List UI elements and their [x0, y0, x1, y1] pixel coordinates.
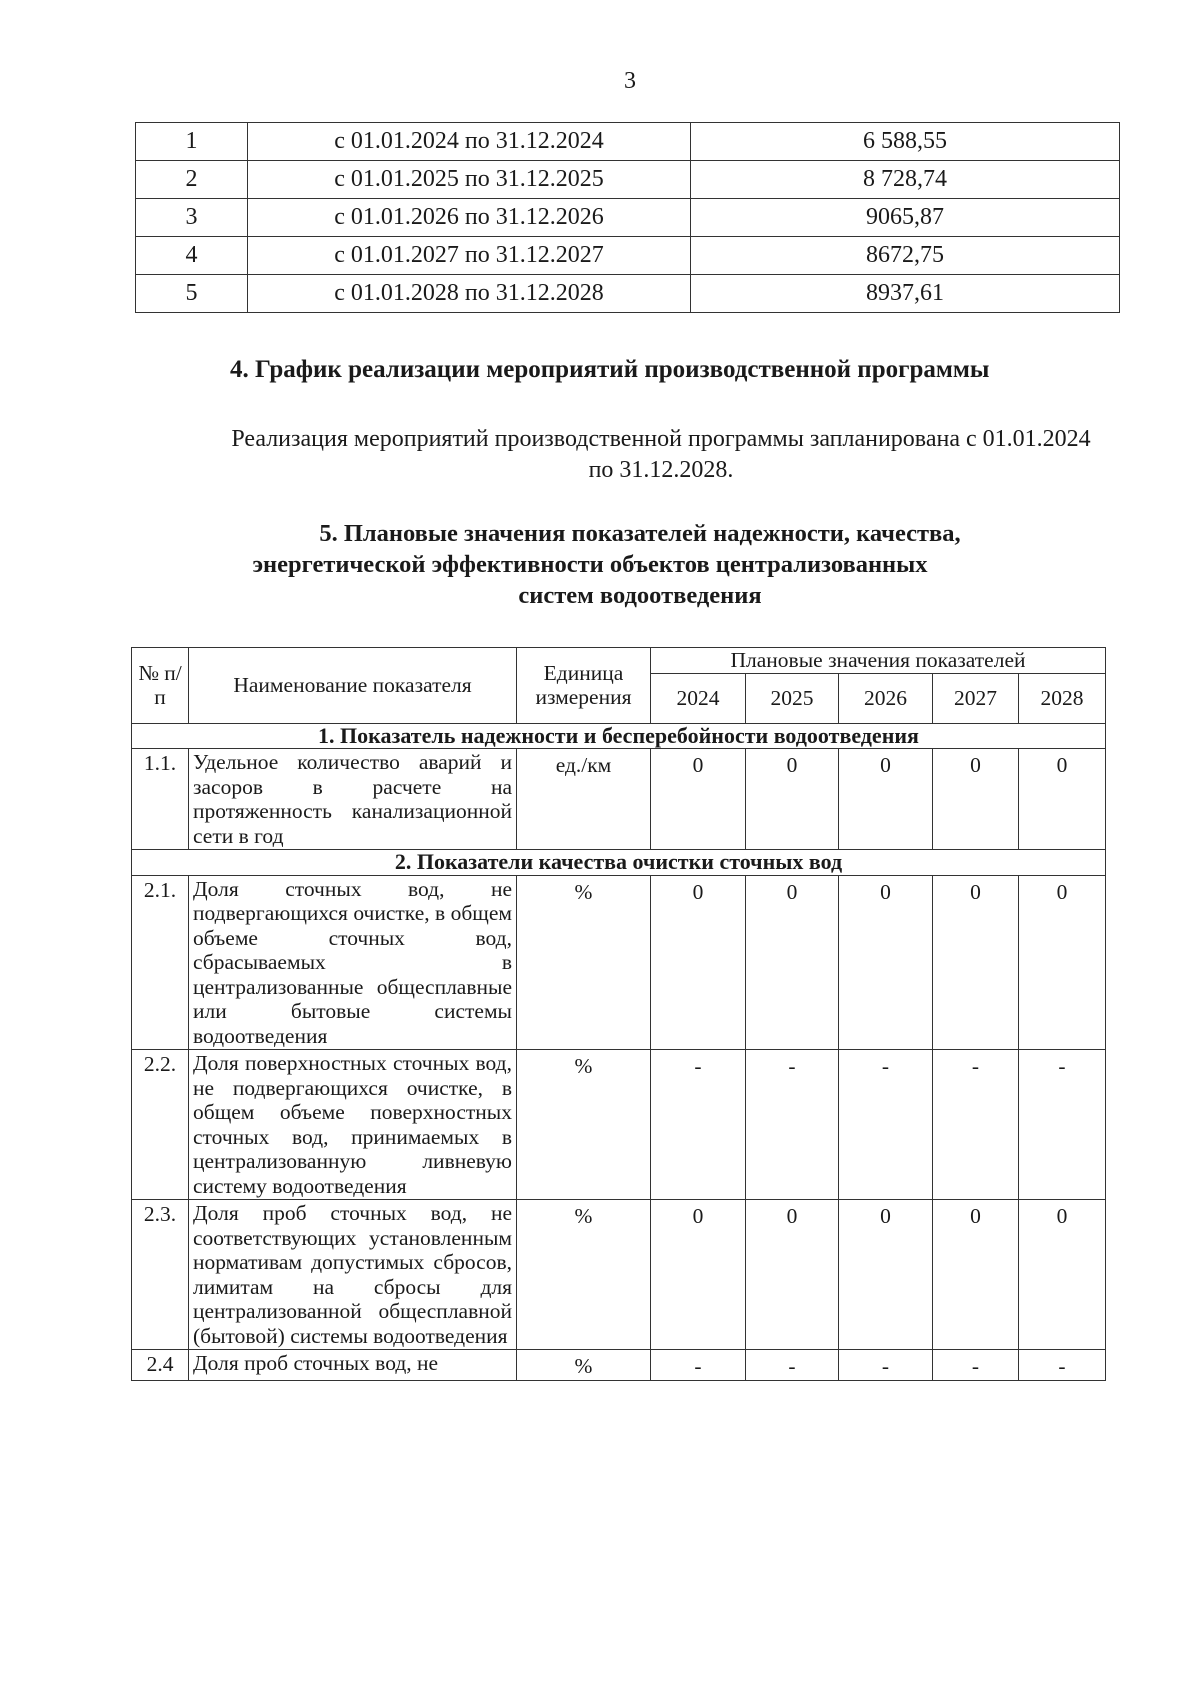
unit: %	[517, 1200, 651, 1350]
period: с 01.01.2024 по 31.12.2024	[248, 123, 691, 161]
col-header-planned: Плановые значения показателей	[651, 648, 1106, 674]
section-4-paragraph: Реализация мероприятий производственной программы запланирована с 01.01.2024 по 31.12.2028.	[231, 426, 1091, 483]
value-2024: 0	[651, 875, 746, 1050]
section-5-heading-line-2: энергетической эффективности объектов централизованных	[252, 551, 928, 578]
col-header-name: Наименование показателя	[189, 648, 517, 724]
row-number: 2.4	[132, 1350, 189, 1381]
period: с 01.01.2028 по 31.12.2028	[248, 275, 691, 313]
table-row	[132, 1350, 1106, 1381]
periods-table	[135, 122, 1120, 313]
row-number: 4	[136, 237, 248, 275]
page-number: 3	[624, 68, 636, 94]
value-2027: 0	[933, 875, 1019, 1050]
section-title: 2. Показатели качества очистки сточных вод	[132, 850, 1106, 876]
value-2027: 0	[933, 1200, 1019, 1350]
row-number: 2.1.	[132, 875, 189, 1050]
col-header-year-2025: 2025	[746, 673, 839, 723]
value-2026: 0	[839, 749, 933, 850]
value-2027: -	[933, 1350, 1019, 1381]
col-header-year-2026: 2026	[839, 673, 933, 723]
col-header-year-2024: 2024	[651, 673, 746, 723]
value-2024: 0	[651, 749, 746, 850]
row-number: 2.3.	[132, 1200, 189, 1350]
table-row	[136, 161, 1120, 199]
value-2028: -	[1019, 1050, 1106, 1200]
period: с 01.01.2025 по 31.12.2025	[248, 161, 691, 199]
value-2026: -	[839, 1050, 933, 1200]
value: 8937,61	[691, 275, 1120, 313]
indicators-table	[131, 647, 1106, 1381]
section-row	[132, 723, 1106, 749]
value-2026: -	[839, 1350, 933, 1381]
value-2025: 0	[746, 749, 839, 850]
section-4-heading: 4. График реализации мероприятий производственной программы	[230, 356, 990, 383]
value-2024: 0	[651, 1200, 746, 1350]
value: 8672,75	[691, 237, 1120, 275]
col-header-year-2027: 2027	[933, 673, 1019, 723]
period: с 01.01.2026 по 31.12.2026	[248, 199, 691, 237]
value-2028: 0	[1019, 875, 1106, 1050]
row-number: 1	[136, 123, 248, 161]
value-2025: -	[746, 1350, 839, 1381]
table-row	[132, 1200, 1106, 1350]
indicator-name: Удельное количество аварий и засоров в расчете на протяженность канализационной сети в год	[189, 749, 517, 850]
section-row	[132, 850, 1106, 876]
table-row	[132, 749, 1106, 850]
period: с 01.01.2027 по 31.12.2027	[248, 237, 691, 275]
value-2025: 0	[746, 1200, 839, 1350]
table-row	[132, 1050, 1106, 1200]
value-2025: -	[746, 1050, 839, 1200]
col-header-number: № п/п	[132, 648, 189, 724]
col-header-year-2028: 2028	[1019, 673, 1106, 723]
indicator-name: Доля поверхностных сточных вод, не подвергающихся очистке, в общем объеме поверхностных сточных вод, принимаемых в централизованную ливневую систему водоотведения	[189, 1050, 517, 1200]
value: 6 588,55	[691, 123, 1120, 161]
value-2028: 0	[1019, 1200, 1106, 1350]
value-2024: -	[651, 1350, 746, 1381]
value: 9065,87	[691, 199, 1120, 237]
row-number: 2.2.	[132, 1050, 189, 1200]
row-number: 3	[136, 199, 248, 237]
table-row	[136, 123, 1120, 161]
indicator-name: Доля проб сточных вод, не соответствующих установленным нормативам допустимых сбросов, лимитам на сбросы для централизованной общесплавной (бытовой) системы водоотведения	[189, 1200, 517, 1350]
value: 8 728,74	[691, 161, 1120, 199]
row-number: 5	[136, 275, 248, 313]
value-2027: 0	[933, 749, 1019, 850]
table-row	[136, 199, 1120, 237]
table-row	[132, 875, 1106, 1050]
unit: %	[517, 1350, 651, 1381]
value-2028: -	[1019, 1350, 1106, 1381]
value-2027: -	[933, 1050, 1019, 1200]
unit: %	[517, 1050, 651, 1200]
section-5-heading-line-3: систем водоотведения	[518, 582, 762, 609]
row-number: 2	[136, 161, 248, 199]
value-2024: -	[651, 1050, 746, 1200]
unit: ед./км	[517, 749, 651, 850]
row-number: 1.1.	[132, 749, 189, 850]
unit: %	[517, 875, 651, 1050]
section-5-heading-line-1: 5. Плановые значения показателей надежности, качества,	[319, 520, 961, 547]
value-2028: 0	[1019, 749, 1106, 850]
value-2025: 0	[746, 875, 839, 1050]
indicator-name: Доля проб сточных вод, не	[189, 1350, 517, 1381]
col-header-unit: Единица измерения	[517, 648, 651, 724]
table-row	[136, 275, 1120, 313]
section-title: 1. Показатель надежности и бесперебойности водоотведения	[132, 723, 1106, 749]
value-2026: 0	[839, 875, 933, 1050]
value-2026: 0	[839, 1200, 933, 1350]
table-row	[136, 237, 1120, 275]
indicator-name: Доля сточных вод, не подвергающихся очистке, в общем объеме сточных вод, сбрасываемых в централизованные общесплавные или бытовые системы водоотведения	[189, 875, 517, 1050]
section-5-heading	[230, 518, 1050, 611]
